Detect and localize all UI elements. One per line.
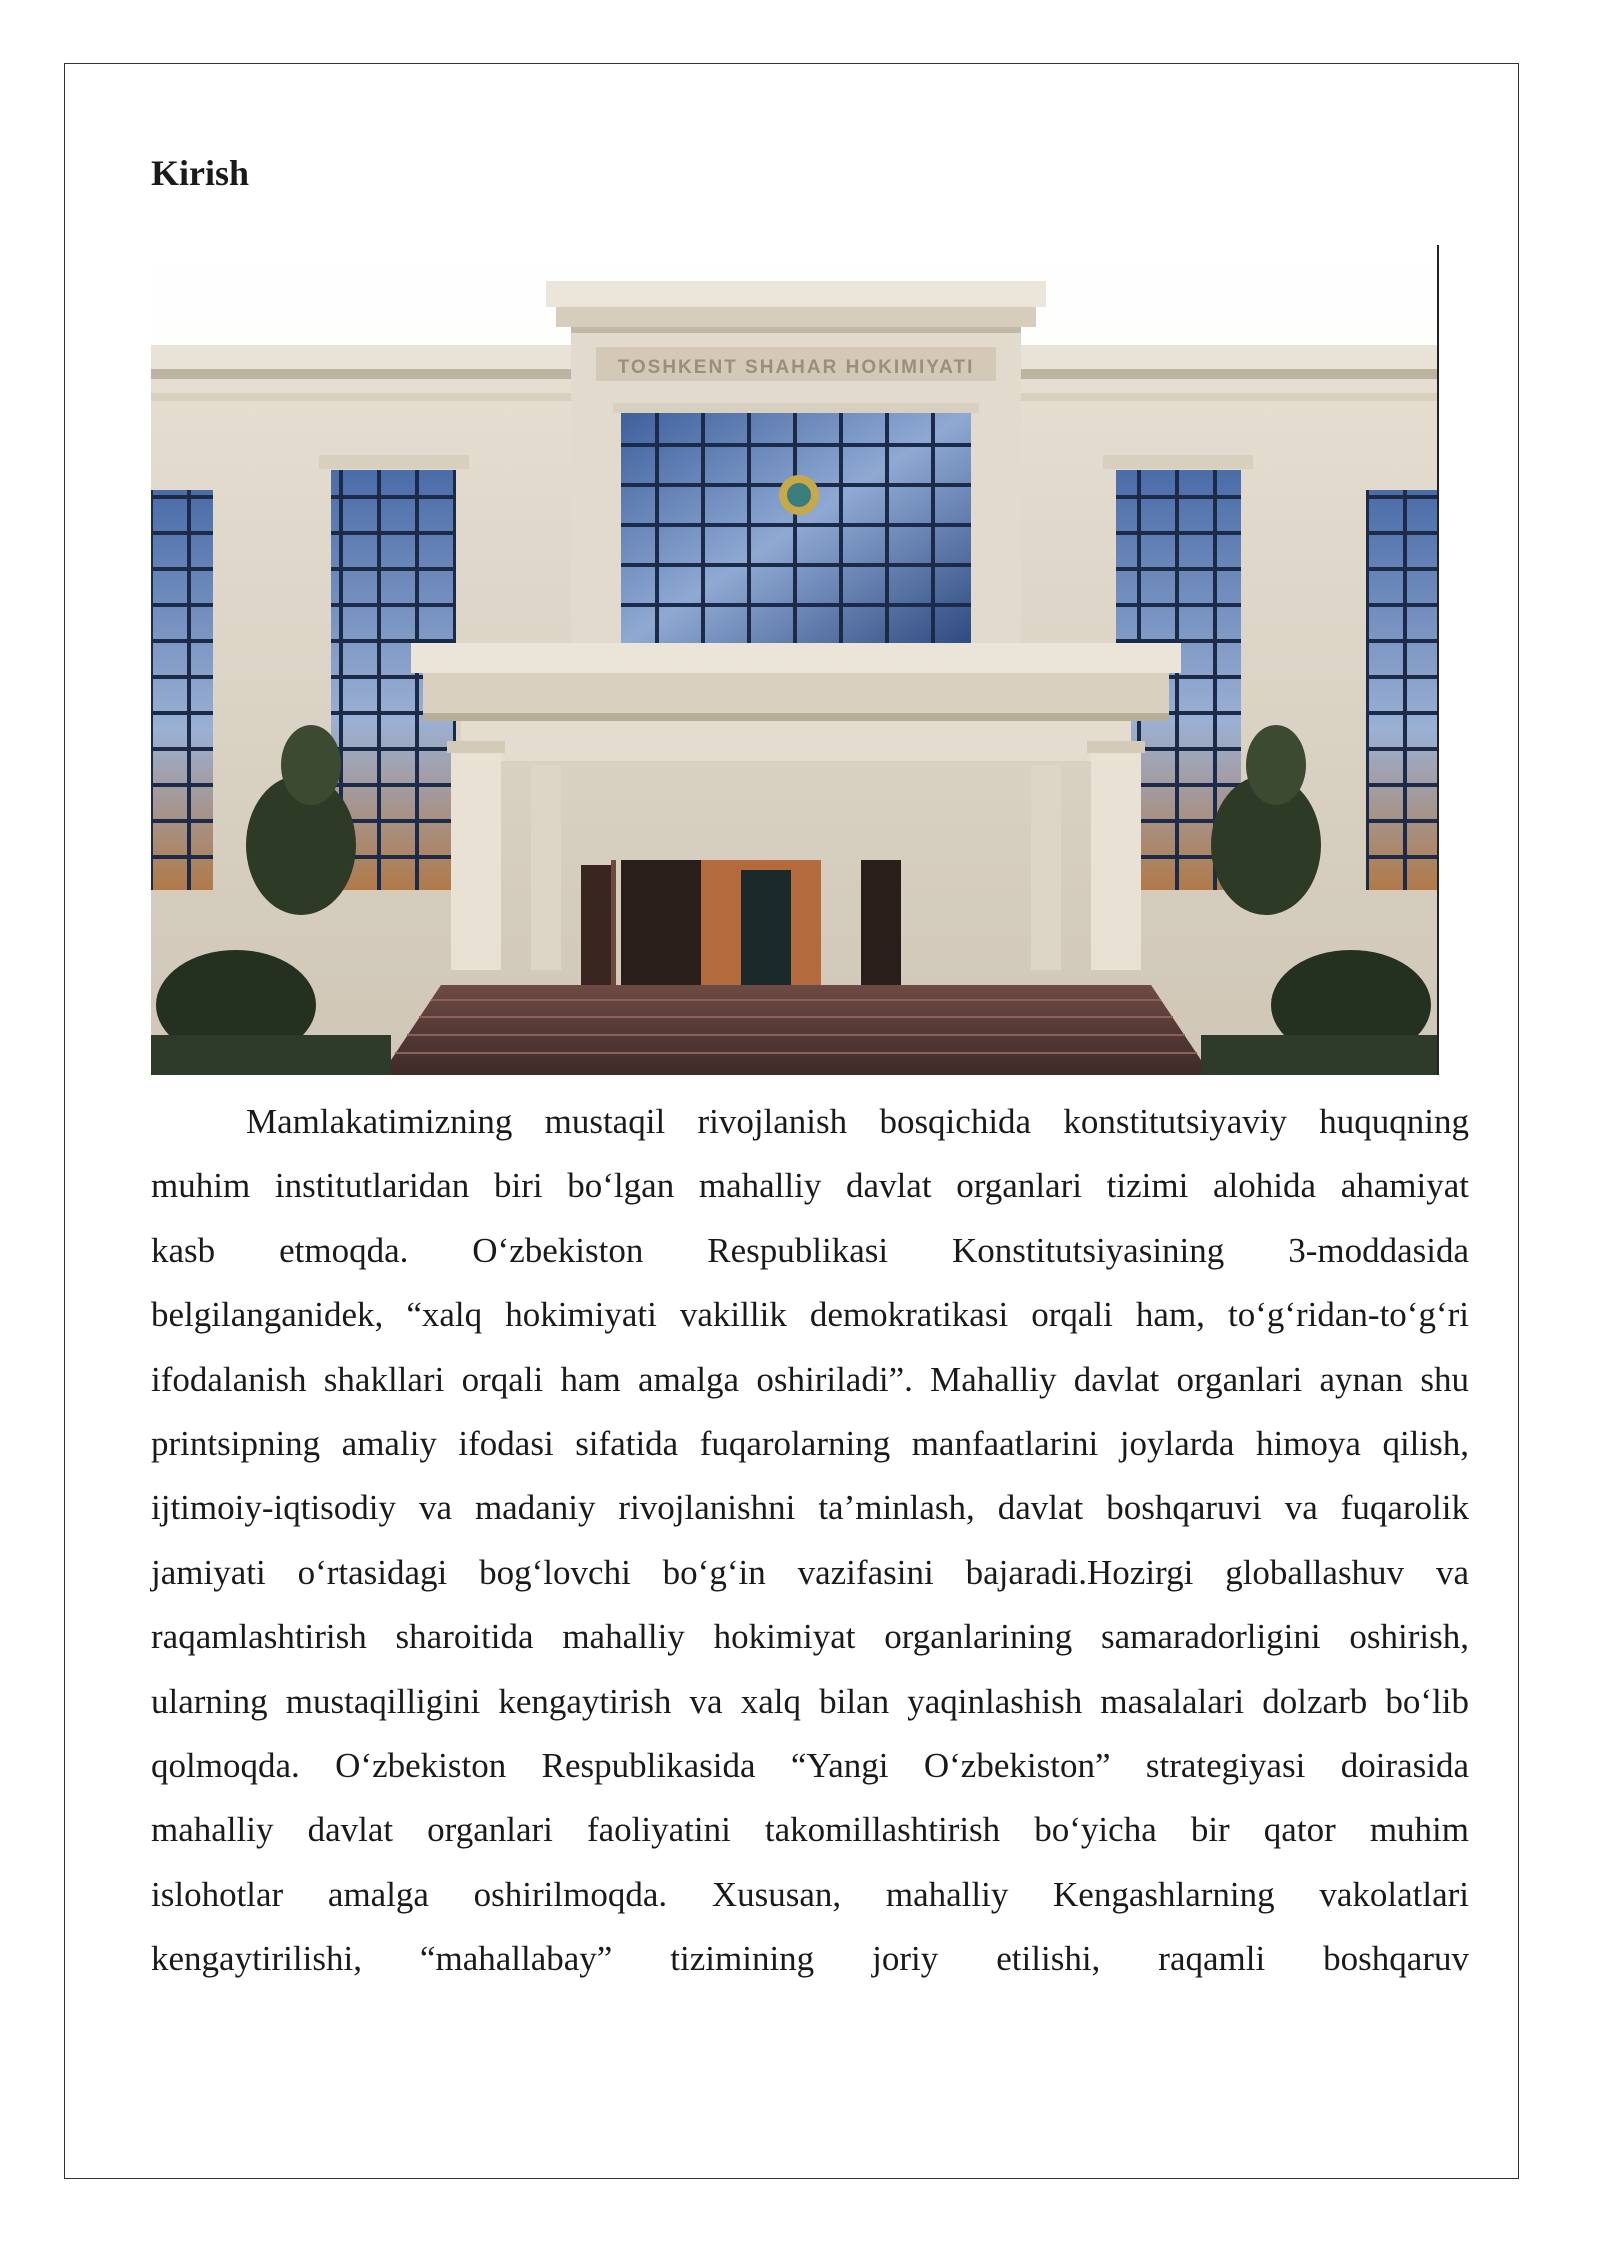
paragraph-line: printsipning amaliy ifodasi sifatida fuqarolarning manfaatlarini joylarda himoya qilish, — [151, 1423, 1469, 1463]
paragraph-line: qolmoqda. O‘zbekiston Respublikasida “Yangi O‘zbekiston” strategiyasi doirasida — [151, 1745, 1469, 1785]
photo-right-edge — [1437, 245, 1439, 1075]
paragraph-line: belgilanganidek, “xalq hokimiyati vakillik demokratikasi orqali ham, to‘g‘ridan-to‘g‘ri — [151, 1295, 1469, 1335]
facade-sign-text: TOSHKENT SHAHAR HOKIMIYATI — [617, 357, 975, 378]
paragraph-line: ijtimoiy-iqtisodiy va madaniy rivojlanishni ta’minlash, davlat boshqaruvi va fuqarolik — [151, 1488, 1469, 1528]
paragraph-line: islohotlar amalga oshirilmoqda. Xususan, mahalliy Kengashlarning vakolatlari — [151, 1874, 1469, 1914]
body-paragraph — [151, 1090, 1469, 1991]
paragraph-line: mahalliy davlat organlari faoliyatini takomillashtirish bo‘yicha bir qator muhim — [151, 1810, 1469, 1850]
government-building-photo — [151, 245, 1438, 1075]
paragraph-line: raqamlashtirish sharoitida mahalliy hokimiyat organlarining samaradorligini oshirish, — [151, 1617, 1469, 1657]
paragraph-line: jamiyati o‘rtasidagi bog‘lovchi bo‘g‘in vazifasini bajaradi.Hozirgi globallashuv va — [151, 1552, 1469, 1592]
paragraph-line: ularning mustaqilligini kengaytirish va xalq bilan yaqinlashish masalalari dolzarb bo‘lib — [151, 1681, 1469, 1721]
paragraph-line: kengaytirilishi, “mahallabay” tizimining joriy etilishi, raqamli boshqaruv — [151, 1939, 1469, 1979]
paragraph-line: muhim institutlaridan biri bo‘lgan mahalliy davlat organlari tizimi alohida ahamiyat — [151, 1166, 1469, 1206]
section-heading: Kirish — [151, 153, 250, 193]
paragraph-line: kasb etmoqda. O‘zbekiston Respublikasi Konstitutsiyasining 3-moddasida — [151, 1230, 1469, 1270]
paragraph-line: ifodalanish shakllari orqali ham amalga oshiriladi”. Mahalliy davlat organlari aynan shu — [151, 1359, 1469, 1399]
paragraph-line: Mamlakatimizning mustaqil rivojlanish bosqichida konstitutsiyaviy huquqning — [246, 1102, 1469, 1141]
